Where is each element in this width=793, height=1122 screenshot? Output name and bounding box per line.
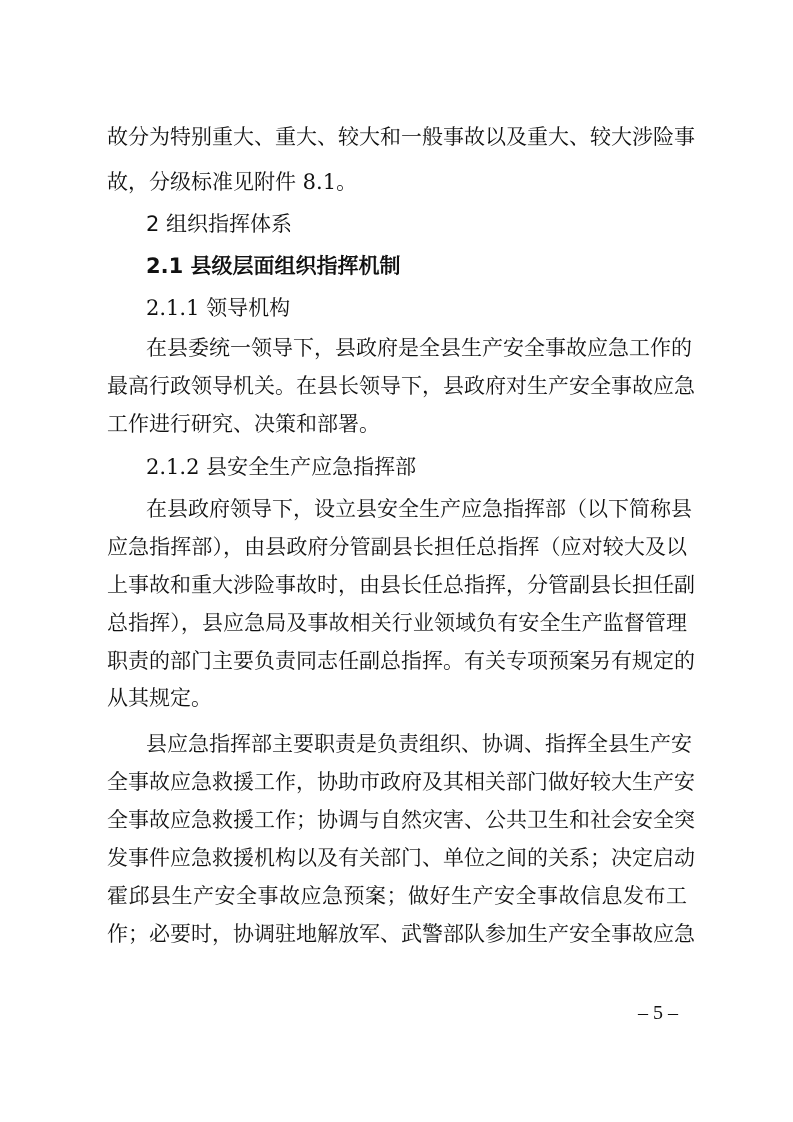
sub-subsection-heading: 2.1.2 县安全生产应急指挥部	[146, 455, 417, 479]
body-text-line: 发事件应急救援机构以及有关部门、单位之间的关系；决定启动	[107, 846, 695, 870]
page-number: – 5 –	[638, 1002, 678, 1024]
body-text-line: 工作进行研究、决策和部署。	[107, 412, 380, 436]
sub-subsection-heading: 2.1.1 领导机构	[146, 296, 291, 320]
body-text-line: 作；必要时，协调驻地解放军、武警部队参加生产安全事故应急	[107, 922, 695, 946]
body-text-line: 故分为特别重大、重大、较大和一般事故以及重大、较大涉险事	[107, 125, 695, 149]
body-text-line: 从其规定。	[107, 686, 212, 710]
body-text-line: 最高行政领导机关。在县长领导下，县政府对生产安全事故应急	[107, 374, 695, 398]
body-text-line: 在县委统一领导下，县政府是全县生产安全事故应急工作的	[146, 336, 692, 360]
body-text-line: 县应急指挥部主要职责是负责组织、协调、指挥全县生产安	[146, 732, 692, 756]
body-text-line: 应急指挥部），由县政府分管副县长担任总指挥（应对较大及以	[107, 535, 687, 559]
body-text-line: 总指挥），县应急局及事故相关行业领域负有安全生产监督管理	[107, 611, 687, 635]
body-text-line: 在县政府领导下，设立县安全生产应急指挥部（以下简称县	[146, 497, 692, 521]
body-text-line: 职责的部门主要负责同志任副总指挥。有关专项预案另有规定的	[107, 649, 695, 673]
body-text-line: 全事故应急救援工作；协调与自然灾害、公共卫生和社会安全突	[107, 808, 695, 832]
body-text-line: 故，分级标准见附件 8.1。	[107, 170, 358, 194]
body-text-line: 霍邱县生产安全事故应急预案；做好生产安全事故信息发布工	[107, 884, 687, 908]
body-text-line: 全事故应急救援工作，协助市政府及其相关部门做好较大生产安	[107, 770, 695, 794]
subsection-heading: 2.1 县级层面组织指挥机制	[146, 254, 401, 278]
section-heading: 2 组织指挥体系	[146, 212, 293, 236]
body-text-line: 上事故和重大涉险事故时，由县长任总指挥，分管副县长担任副	[107, 573, 695, 597]
